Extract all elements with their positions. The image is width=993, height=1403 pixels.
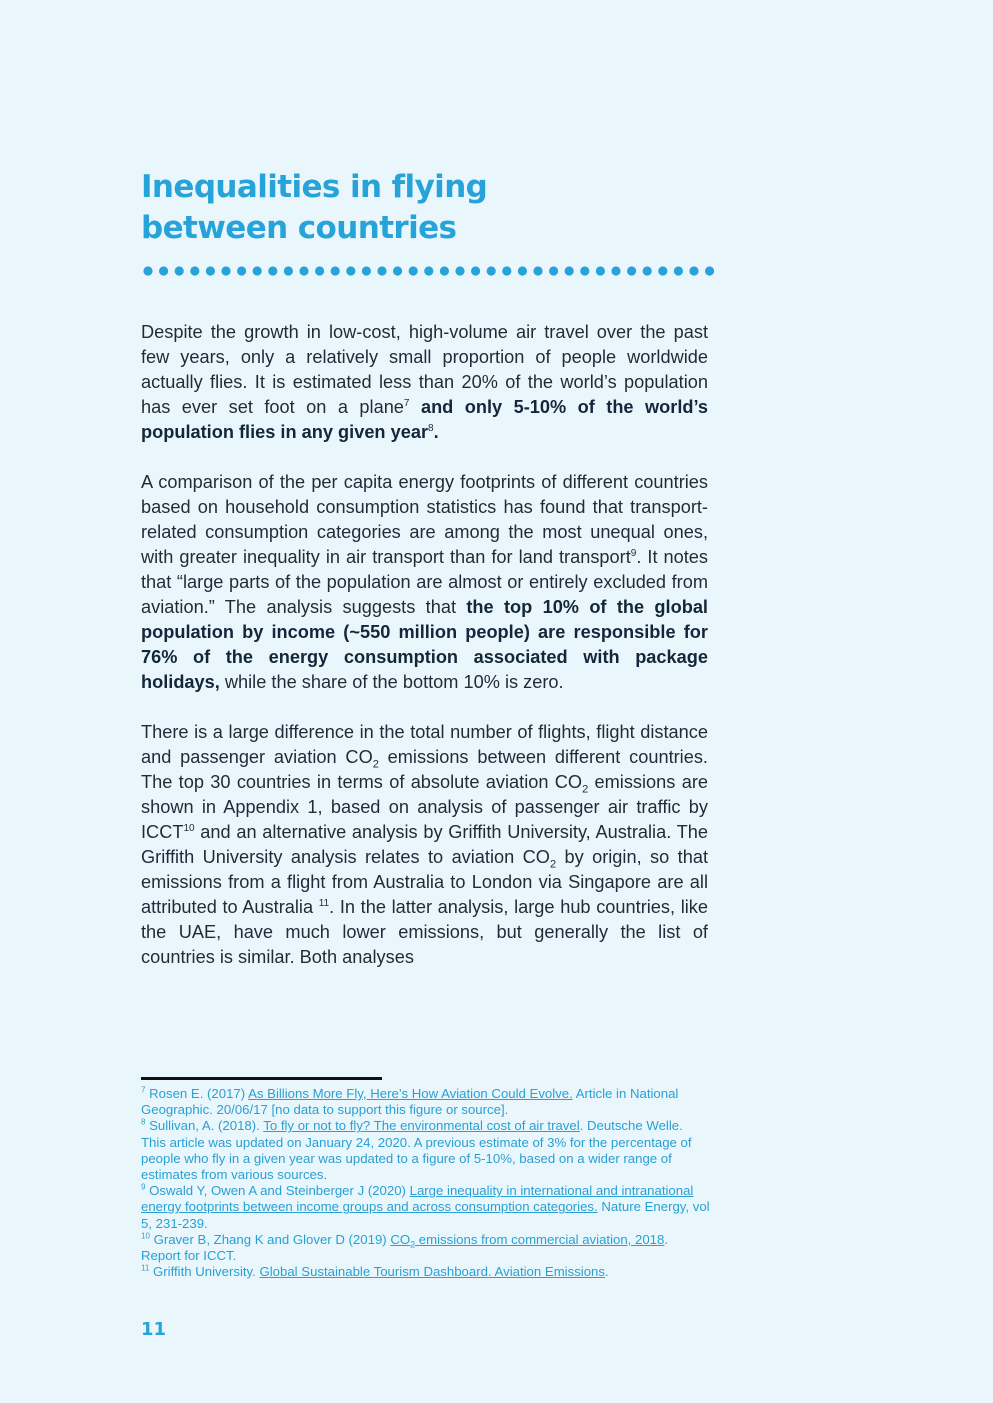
divider-dot bbox=[299, 266, 308, 275]
divider-dot bbox=[409, 266, 418, 275]
divider-dot bbox=[580, 266, 589, 275]
divider-dot bbox=[190, 266, 199, 275]
divider-dot bbox=[611, 266, 620, 275]
divider-dot bbox=[705, 266, 714, 275]
divider-dot bbox=[455, 266, 464, 275]
divider-dot bbox=[424, 266, 433, 275]
divider-dot bbox=[175, 266, 184, 275]
divider-dot bbox=[689, 266, 698, 275]
divider-dot bbox=[549, 266, 558, 275]
divider-dot bbox=[143, 266, 152, 275]
footnote-ref-8[interactable]: 8 bbox=[428, 422, 434, 434]
footnote-11: $^{11}$ Griffith University. Global Sustainable Tourism Dashboard. Aviation Emissions. bbox=[141, 1263, 609, 1280]
footnote-link[interactable]: As Billions More Fly, Here’s How Aviation Could Evolve. bbox=[248, 1086, 573, 1101]
footnotes bbox=[141, 1086, 711, 1280]
body-text bbox=[141, 320, 708, 995]
divider-dot bbox=[237, 266, 246, 275]
footnote-link[interactable]: Large inequality in international and intranational energy footprints between income groups and across consumption categories. bbox=[141, 1183, 694, 1215]
divider-dot bbox=[362, 266, 371, 275]
divider-dot bbox=[471, 266, 480, 275]
divider-dot bbox=[346, 266, 355, 275]
divider-dot bbox=[502, 266, 511, 275]
highlight-bold: and only 5-10% of the world’s population flies in any given year bbox=[141, 397, 708, 442]
divider-dot bbox=[221, 266, 230, 275]
divider-dot bbox=[643, 266, 652, 275]
paragraph-2: A comparison of the per capita energy footprints of different countries based on household consumption statistics has found that transport-related consumption categories are among the most unequal ones, with greater inequality in air transport than for land transport$^9$. It notes that “large parts of the population are almost or entirely excluded from aviation.” The analysis suggests that the top 10% of the global population by income (~550 million people) are responsible for 76% of the energy consumption associated with package holidays, while the share of the bottom 10% is zero. bbox=[141, 472, 709, 692]
divider-dot bbox=[658, 266, 667, 275]
footnote-ref-10[interactable]: 10 bbox=[183, 822, 195, 834]
divider-dot bbox=[487, 266, 496, 275]
divider-dot bbox=[268, 266, 277, 275]
footnote-7: $^7$ Rosen E. (2017) As Billions More Fly, Here’s How Aviation Could Evolve. Article in National Geographic. 20/06/17 [no data to support this figure or source]. bbox=[141, 1085, 679, 1118]
footnote-rule bbox=[141, 1077, 382, 1080]
divider-dot bbox=[253, 266, 262, 275]
highlight-bold: the top 10% of the global population by income (~550 million people) are responsible for 76% of the energy consumption associated with package holidays, bbox=[141, 597, 708, 692]
page-number: 11 bbox=[141, 1319, 167, 1340]
divider-dot bbox=[533, 266, 542, 275]
footnote-ref-9[interactable]: 9 bbox=[630, 547, 637, 559]
divider-dot bbox=[674, 266, 683, 275]
divider-dot bbox=[518, 266, 527, 275]
footnote-link[interactable]: Global Sustainable Tourism Dashboard. Aviation Emissions bbox=[259, 1264, 605, 1280]
paragraph-3: There is a large difference in the total number of flights, flight distance and passenger aviation $CO_2$ emissions between different countries. The top 30 countries in terms of absolute aviation $CO_2$ emissions are shown in Appendix 1, based on analysis of passenger air traffic by ICCT$^{10}$ and an alternative analysis by Griffith University, Australia. The Griffith University analysis relates to aviation $CO_2$ by origin, so that emissions from a flight from Australia to London via Singapore are all attributed to Australia $^{11}$. In the latter analysis, large hub countries, like the UAE, have much lower emissions, but generally the list of countries is similar. Both analyses bbox=[141, 722, 708, 967]
divider-dot bbox=[159, 266, 168, 275]
divider-dot bbox=[596, 266, 605, 275]
title-line-1: Inequalities in flying bbox=[141, 169, 488, 205]
dotted-divider bbox=[143, 265, 715, 277]
footnote-10: $^{10}$ Graver B, Zhang K and Glover D (2019) $CO_2$ emissions from commercial aviation, 2018. Report for ICCT. bbox=[141, 1231, 669, 1264]
divider-dot bbox=[565, 266, 574, 275]
page-title bbox=[141, 167, 487, 249]
paragraph-1: Despite the growth in low-cost, high-volume air travel over the past few years, only a relatively small proportion of people worldwide actually flies. It is estimated less than 20% of the world’s population has ever set foot on a plane$^7$ and only 5-10% of the world’s population flies in any given year$^8$. bbox=[141, 322, 708, 442]
footnote-ref-11[interactable]: 11 bbox=[318, 897, 330, 909]
footnote-link[interactable]: To fly or not to fly? The environmental cost of air travel bbox=[263, 1118, 580, 1134]
footnote-ref-7[interactable]: 7 bbox=[403, 397, 410, 409]
divider-dot bbox=[284, 266, 293, 275]
divider-dot bbox=[206, 266, 215, 275]
divider-dot bbox=[315, 266, 324, 275]
divider-dot bbox=[331, 266, 340, 275]
title-line-2: between countries bbox=[141, 210, 457, 246]
footnote-link[interactable]: $CO_2$ emissions from commercial aviation, 2018 bbox=[390, 1231, 665, 1250]
divider-dot bbox=[393, 266, 402, 275]
footnote-8: $^8$ Sullivan, A. (2018). To fly or not to fly? The environmental cost of air travel. Deutsche Welle. This article was updated on January 24, 2020. A previous estimate of 3% for the percentage of people who fly in a given year was updated to a figure of 5-10%, based on a wider range of estimates from various sources. bbox=[141, 1118, 692, 1183]
divider-dot bbox=[377, 266, 386, 275]
divider-dot bbox=[627, 266, 636, 275]
footnote-9: $^9$ Oswald Y, Owen A and Steinberger J (2020) Large inequality in international and intranational energy footprints between income groups and across consumption categories. Nature Energy, vol 5, 231-239. bbox=[141, 1182, 710, 1231]
divider-dot bbox=[440, 266, 449, 275]
